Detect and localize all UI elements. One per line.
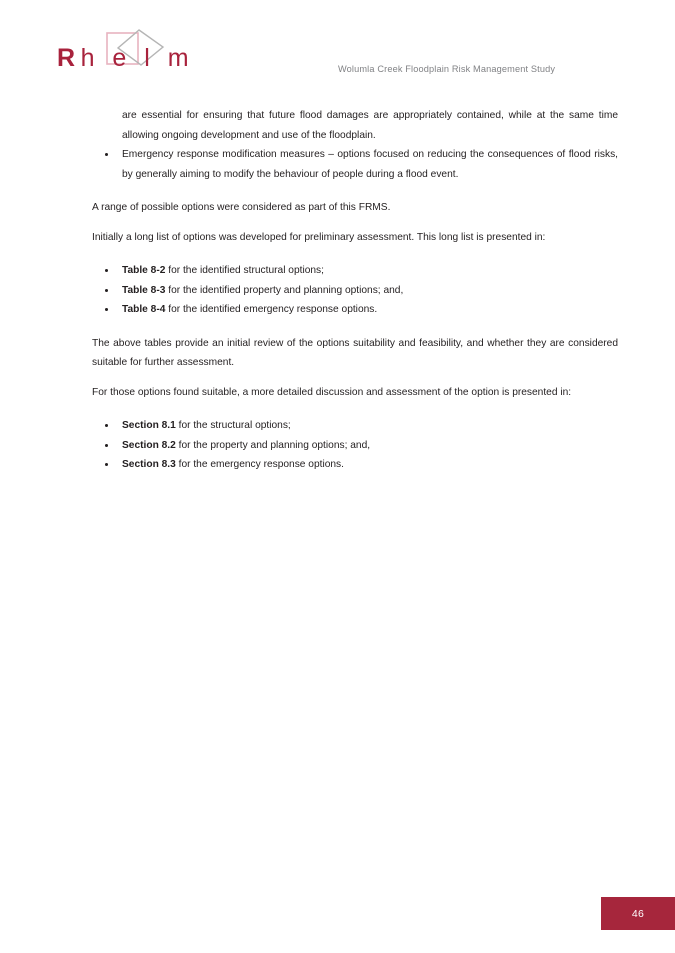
bullet-dot-icon [105, 269, 108, 272]
section-reference-label: Section 8.3 [122, 459, 176, 470]
spacer [92, 218, 618, 228]
page-number-text: 46 [631, 907, 645, 920]
spacer [92, 184, 618, 198]
rhelm-logo-text [57, 46, 194, 71]
bullet-dot-icon [105, 444, 108, 447]
document-body [92, 106, 618, 475]
bullet-dot-icon [105, 308, 108, 311]
section-reference-label: Section 8.2 [122, 439, 176, 451]
table-reference-label: Table 8-4 [122, 304, 166, 315]
table-reference-label: Table 8-3 [122, 284, 166, 296]
list-item [92, 300, 618, 320]
bullet-dot-icon [105, 153, 108, 156]
logo-letter-r: R [57, 44, 81, 72]
section-reference-description: for the structural options; [175, 420, 291, 431]
spacer [92, 247, 618, 261]
section-reference-description: for the emergency response options. [175, 459, 344, 470]
list-item [92, 145, 618, 184]
table-reference-description: for the identified structural options; [165, 265, 324, 276]
paragraph-range-of-options: A range of possible options were considered as part of this FRMS. [92, 202, 391, 213]
list-item-text: Emergency response modification measures – options focused on reducing the consequences of flood risks, by generally aiming to modify the behaviour of people during a flood event. [122, 149, 618, 180]
bullet-dot-icon [105, 424, 108, 427]
table-reference-description: for the identified property and planning options; and, [165, 284, 404, 296]
rhelm-logo [57, 28, 195, 84]
page-number-badge [601, 897, 675, 930]
list-item [92, 281, 618, 301]
list-item [92, 455, 618, 475]
bullet-dot-icon [105, 463, 108, 466]
paragraph-above-tables: The above tables provide an initial review of the options suitability and feasibility, and whether they are considered suitable for further assessment. [92, 337, 618, 368]
continued-paragraph: are essential for ensuring that future flood damages are appropriately contained, while at the same time allowing ongoing development and use of the floodplain. [122, 110, 618, 141]
document-header-title: Wolumla Creek Floodplain Risk Management Study [338, 64, 556, 74]
spacer [92, 373, 618, 383]
page-header [0, 0, 675, 96]
section-reference-label: Section 8.1 [122, 420, 176, 431]
paragraph-detailed-discussion: For those options found suitable, a more detailed discussion and assessment of the option is presented in: [92, 386, 572, 398]
table-reference-description: for the identified emergency response options. [165, 304, 378, 315]
section-reference-list [92, 416, 618, 475]
paragraph-long-list: Initially a long list of options was developed for preliminary assessment. This long list is presented in: [92, 231, 546, 243]
table-reference-list [92, 261, 618, 320]
bullet-dot-icon [105, 289, 108, 292]
spacer [92, 320, 618, 334]
section-reference-description: for the property and planning options; and, [175, 439, 371, 451]
list-item [92, 416, 618, 436]
list-item [92, 261, 618, 281]
table-reference-label: Table 8-2 [122, 265, 166, 276]
spacer [92, 402, 618, 416]
measures-bullet-list [92, 145, 618, 184]
list-item [92, 436, 618, 456]
logo-letters-helm: h e l m [80, 44, 195, 72]
